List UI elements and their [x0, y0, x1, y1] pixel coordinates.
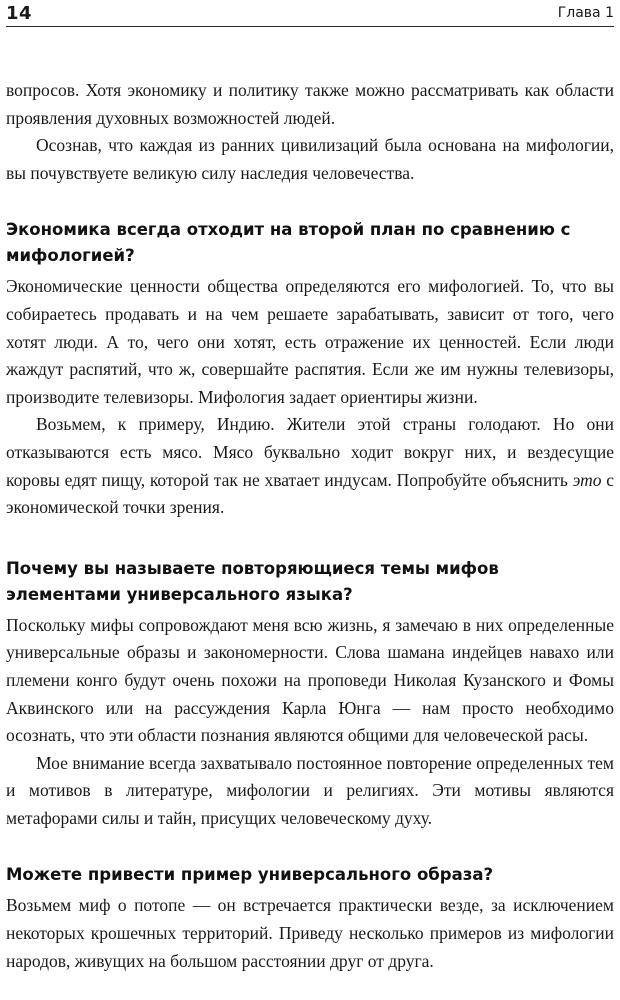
paragraph: вопросов. Хотя экономику и политику также можно рассматривать как области проявления духовных возможностей людей. — [6, 80, 614, 128]
paragraph: Осознав, что каждая из ранних цивилизаций была основана на мифологии, вы почувствуете великую силу наследия человечества. — [6, 135, 614, 183]
emphasis-text: это — [572, 469, 602, 490]
paragraph: Возьмем миф о потопе — он встречается практически везде, за исключением некоторых крошечных территорий. Приведу несколько примеров из мифологии народов, живущих на большом расстоянии друг от друга. — [6, 895, 614, 971]
page-number: 14 — [6, 3, 33, 24]
running-header — [6, 0, 614, 27]
question-heading: Экономика всегда отходит на второй план по сравнению с мифологией? — [6, 220, 571, 266]
paragraph — [6, 411, 614, 521]
question-heading: Можете привести пример универсального образа? — [6, 865, 494, 885]
chapter-title: Глава 1 — [557, 5, 614, 21]
paragraph: Мое внимание всегда захватывало постоянное повторение определенных тем и мотивов в литературе, мифологии и религиях. Эти мотивы являются метафорами силы и тайн, присущих человеческому духу. — [6, 752, 614, 828]
paragraph: Экономические ценности общества определяются его мифологией. То, что вы собираетесь продавать и на чем решаете зарабатывать, зависит от того, чего хотят люди. А то, чего они хотят, есть отражение их ценностей. Если люди жаждут распятий, что ж, совершайте распятия. Если же им нужны телевизоры, производите телевизоры. Мифология задает ориентиры жизни. — [6, 276, 614, 407]
question-heading: Почему вы называете повторяющиеся темы мифов элементами универсального языка? — [6, 558, 499, 604]
page-body — [6, 77, 614, 975]
paragraph-text: Возьмем, к примеру, Индию. Жители этой страны голодают. Но они отказываются есть мясо. Мясо буквально ходит вокруг них, и вездесущие коровы едят пищу, которой так не хватает индусам. Попробуйте объяснить — [6, 414, 614, 490]
paragraph-text: с экономической точки зрения. — [6, 469, 614, 518]
paragraph: Поскольку мифы сопровождают меня всю жизнь, я замечаю в них определенные универсальные образы и закономерности. Слова шамана индейцев навахо или племени конго будут очень похожи на проповеди Николая Кузанского и Фомы Аквинского или на рассуждения Карла Юнга — нам просто необходимо осознать, что эти области познания являются общими для человеческой расы. — [6, 614, 614, 746]
